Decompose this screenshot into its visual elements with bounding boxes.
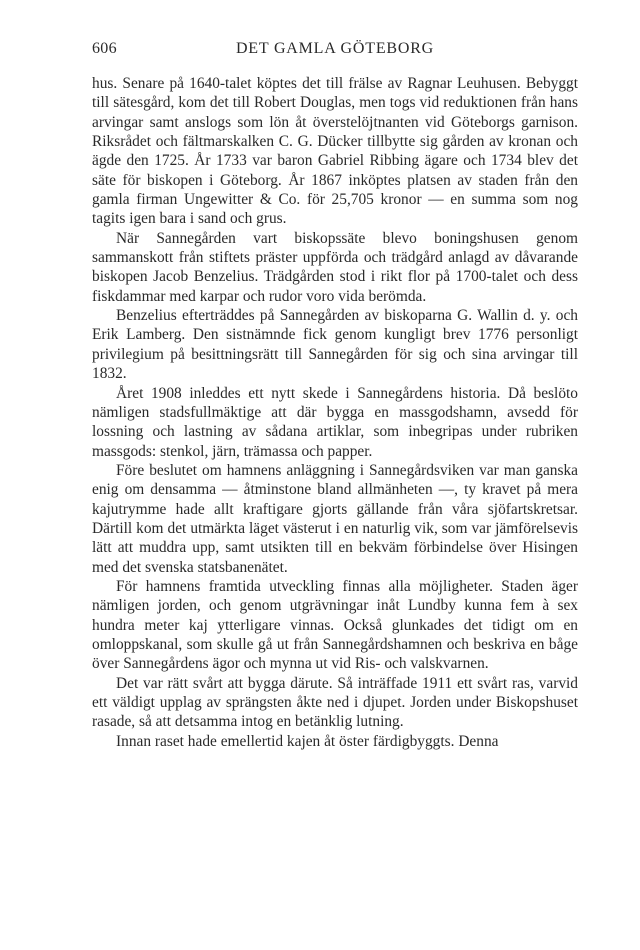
body-text bbox=[92, 74, 578, 751]
running-title: DET GAMLA GÖTEBORG bbox=[235, 40, 435, 57]
paragraph: Före beslutet om hamnens anläggning i Sannegårdsviken var man ganska enig om densamma — åtminstone bland allmänheten —, ty kravet på mera kajutrymme hade allt kraftigare gjorts gällande från våra sjöfartskretsar. Därtill kom det utmärkta läget västerut i en naturlig vik, som var jämförelsevis lätt att muddra upp, samt utsikten till en bekväm förbindelse över Hisingen med det svenska statsbanenätet. bbox=[92, 461, 578, 576]
paragraph: Året 1908 inleddes ett nytt skede i Sannegårdens historia. Då beslöto nämligen stadsfullmäktige att där bygga en massgodshamn, avsedd för lossning och lastning av sådana artiklar, som inbegripas under rubriken massgods: stenkol, järn, trämassa och papper. bbox=[92, 384, 578, 460]
page-number: 606 bbox=[92, 40, 117, 57]
page-header bbox=[92, 40, 578, 66]
paragraph: hus. Senare på 1640-talet köptes det till frälse av Ragnar Leuhusen. Bebyggt till sätesgård, kom det till Robert Douglas, men togs vid reduktionen från hans arvingar samt anslogs som lön åt överstelöjtnanten vid Göteborgs garnison. Riksrådet och fältmarskalken C. G. Dücker tillbytte sig gården av kronan och ägde den 1725. År 1733 var baron Gabriel Ribbing ägare och 1734 blev det säte för biskopen i Göteborg. År 1867 inköptes platsen av staden från den gamla firman Ungewitter & Co. för 25,705 kronor — en summa som nog tagits igen bara i sand och grus. bbox=[92, 75, 578, 228]
paragraph: Benzelius efterträddes på Sannegården av biskoparna G. Wallin d. y. och Erik Lamberg. Den sistnämnde fick genom kungligt brev 1776 personligt privilegium på besittningsrätt till Sannegården för sig och sina arvingar till 1832. bbox=[92, 307, 578, 383]
paragraph: Innan raset hade emellertid kajen åt öster färdigbyggts. Denna bbox=[116, 732, 499, 750]
paragraph: För hamnens framtida utveckling finnas alla möjligheter. Staden äger nämligen jorden, och genom utgrävningar inåt Lundby kunna fem à sex hundra meter kaj ytterligare vinnas. Också glunkades det tidigt om en omloppskanal, som skulle gå ut från Sannegårdshamnen och beskriva en båge över Sannegårdens ägor och mynna ut vid Ris- och valskvarnen. bbox=[92, 577, 578, 673]
document-page bbox=[92, 40, 578, 751]
paragraph: Det var rätt svårt att bygga därute. Så inträffade 1911 ett svårt ras, varvid ett väldigt upplag av sprängsten åkte ned i djupet. Jorden under Biskopshuset rasade, så att detsamma intog en betänklig lutning. bbox=[92, 674, 578, 731]
paragraph: När Sannegården vart biskopssäte blevo boningshusen genom sammanskott från stiftets präster uppförda och trädgård anlagd av dåvarande biskopen Jacob Benzelius. Trädgården stod i rikt flor på 1700-talet och dess fiskdammar med karpar och rudor voro vida berömda. bbox=[92, 229, 578, 305]
